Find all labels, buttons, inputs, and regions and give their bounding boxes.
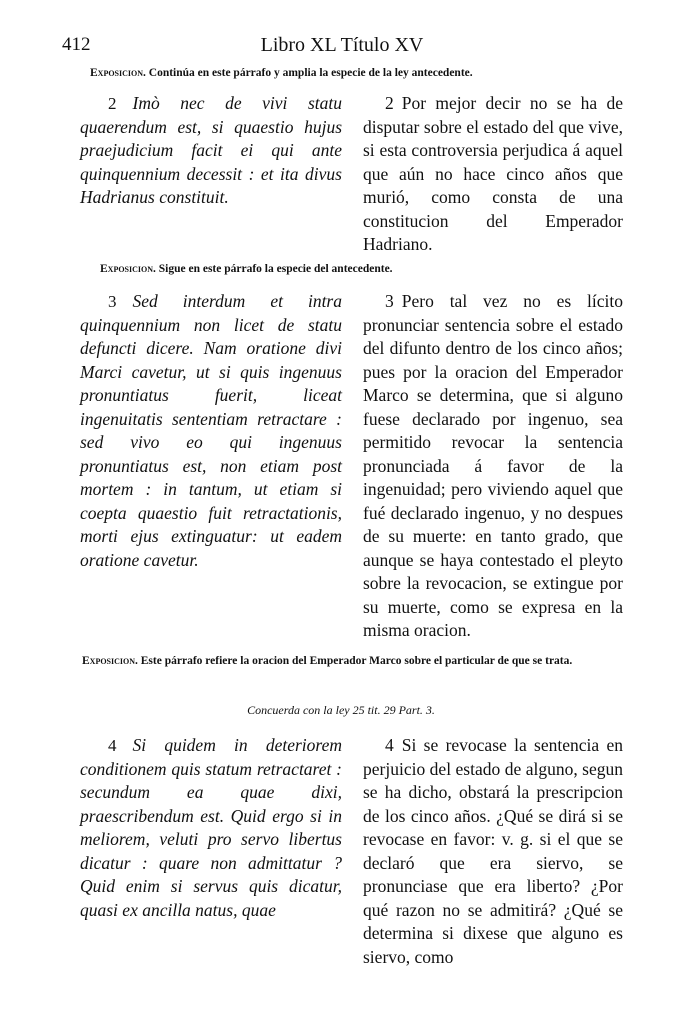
exposicion-label: Exposicion. <box>100 263 156 275</box>
spanish-text: Por mejor decir no se ha de disputar sobre el estado del que vive, si esta controversia perjudica á aquel que aún no hace cinco años que murió, como consta de una constitucion del Emperador Hadriano. <box>363 93 623 254</box>
latin-text: Sed interdum et intra quinquennium non licet de statu defuncti dicere. Nam oratione divi Marci cavetur, ut si quis ingenuus pronuntiatus fuerit, liceat ingenuitatis sententiam retractare : sed vivo eo qui ingenuus pronuntiatus est, non etiam post mortem : in tantum, ut etiam si coepta quaestio fuit retractationis, morti ejus extinguatur: ut eadem oratione cavetur. <box>80 291 342 570</box>
paragraph-number: 3 <box>385 291 394 311</box>
exposicion-label: Exposicion. <box>82 655 138 667</box>
page-number: 412 <box>62 34 91 55</box>
latin-text: Si quidem in deteriorem conditionem quis statum retractaret : secundum ea quae dixi, praescribendum est. Quid ergo si in meliorem, veluti pro servo libertus dicatur : quare non admittatur ? Quid enim si servus quis dicatur, quasi ex ancilla natus, quae <box>80 735 342 920</box>
paragraph-number: 2 <box>108 94 117 113</box>
exposicion-text: Continúa en este párrafo y amplia la especie de la ley antecedente. <box>148 67 473 79</box>
latin-text: Imò nec de vivi statu quaerendum est, si quaestio hujus praejudicium facit ei qui ante quinquennium decessit : et ita divus Hadrianus constituit. <box>80 93 342 207</box>
spanish-text: Si se revocase la sentencia en perjuicio del estado de alguno, segun se ha dicho, obstará la prescripcion de los cinco años. ¿Qué se dirá si se revocase en favor: v. g. si el que se declaró que era siervo, se pronunciase que era liberto? ¿Por qué razon no se admitirá? ¿Qué se determina si dixese que alguno es siervo, como <box>363 735 623 967</box>
exposicion-note <box>100 262 630 277</box>
exposicion-note <box>90 66 630 81</box>
exposicion-label: Exposicion. <box>90 67 146 79</box>
paragraph-number: 4 <box>385 735 394 755</box>
spanish-paragraph <box>363 92 623 257</box>
page-header <box>62 34 622 60</box>
concordance-note: Concuerda con la ley 25 tit. 29 Part. 3. <box>247 703 435 717</box>
running-title: Libro XL Título XV <box>260 34 424 56</box>
latin-paragraph <box>80 290 342 572</box>
paragraph-number: 2 <box>385 93 394 113</box>
exposicion-text: Este párrafo refiere la oracion del Emperador Marco sobre el particular de que se trata. <box>140 655 573 667</box>
paragraph-number: 3 <box>108 292 117 311</box>
spanish-text: Pero tal vez no es lícito pronunciar sentencia sobre el estado del difunto dentro de los cinco años; pues por la oracion del Emperador Marco se determina, que si alguno fuese declarado por ingenuo, sea permitido revocar la sentencia pronunciada á favor de la ingenuidad; pero viviendo aquel que fué declarado ingenuo, y no despues de su muerte: en tanto grado, que aunque se haya contestado el pleyto sobre la revocacion, se extingue por su muerte, como se expresa en la misma oracion. <box>363 291 623 640</box>
spanish-paragraph <box>363 290 623 643</box>
spanish-paragraph <box>363 734 623 969</box>
latin-paragraph <box>80 734 342 922</box>
exposicion-text: Sigue en este párrafo la especie del antecedente. <box>158 263 393 275</box>
paragraph-number: 4 <box>108 736 117 755</box>
exposicion-note <box>82 654 622 669</box>
latin-paragraph <box>80 92 342 210</box>
